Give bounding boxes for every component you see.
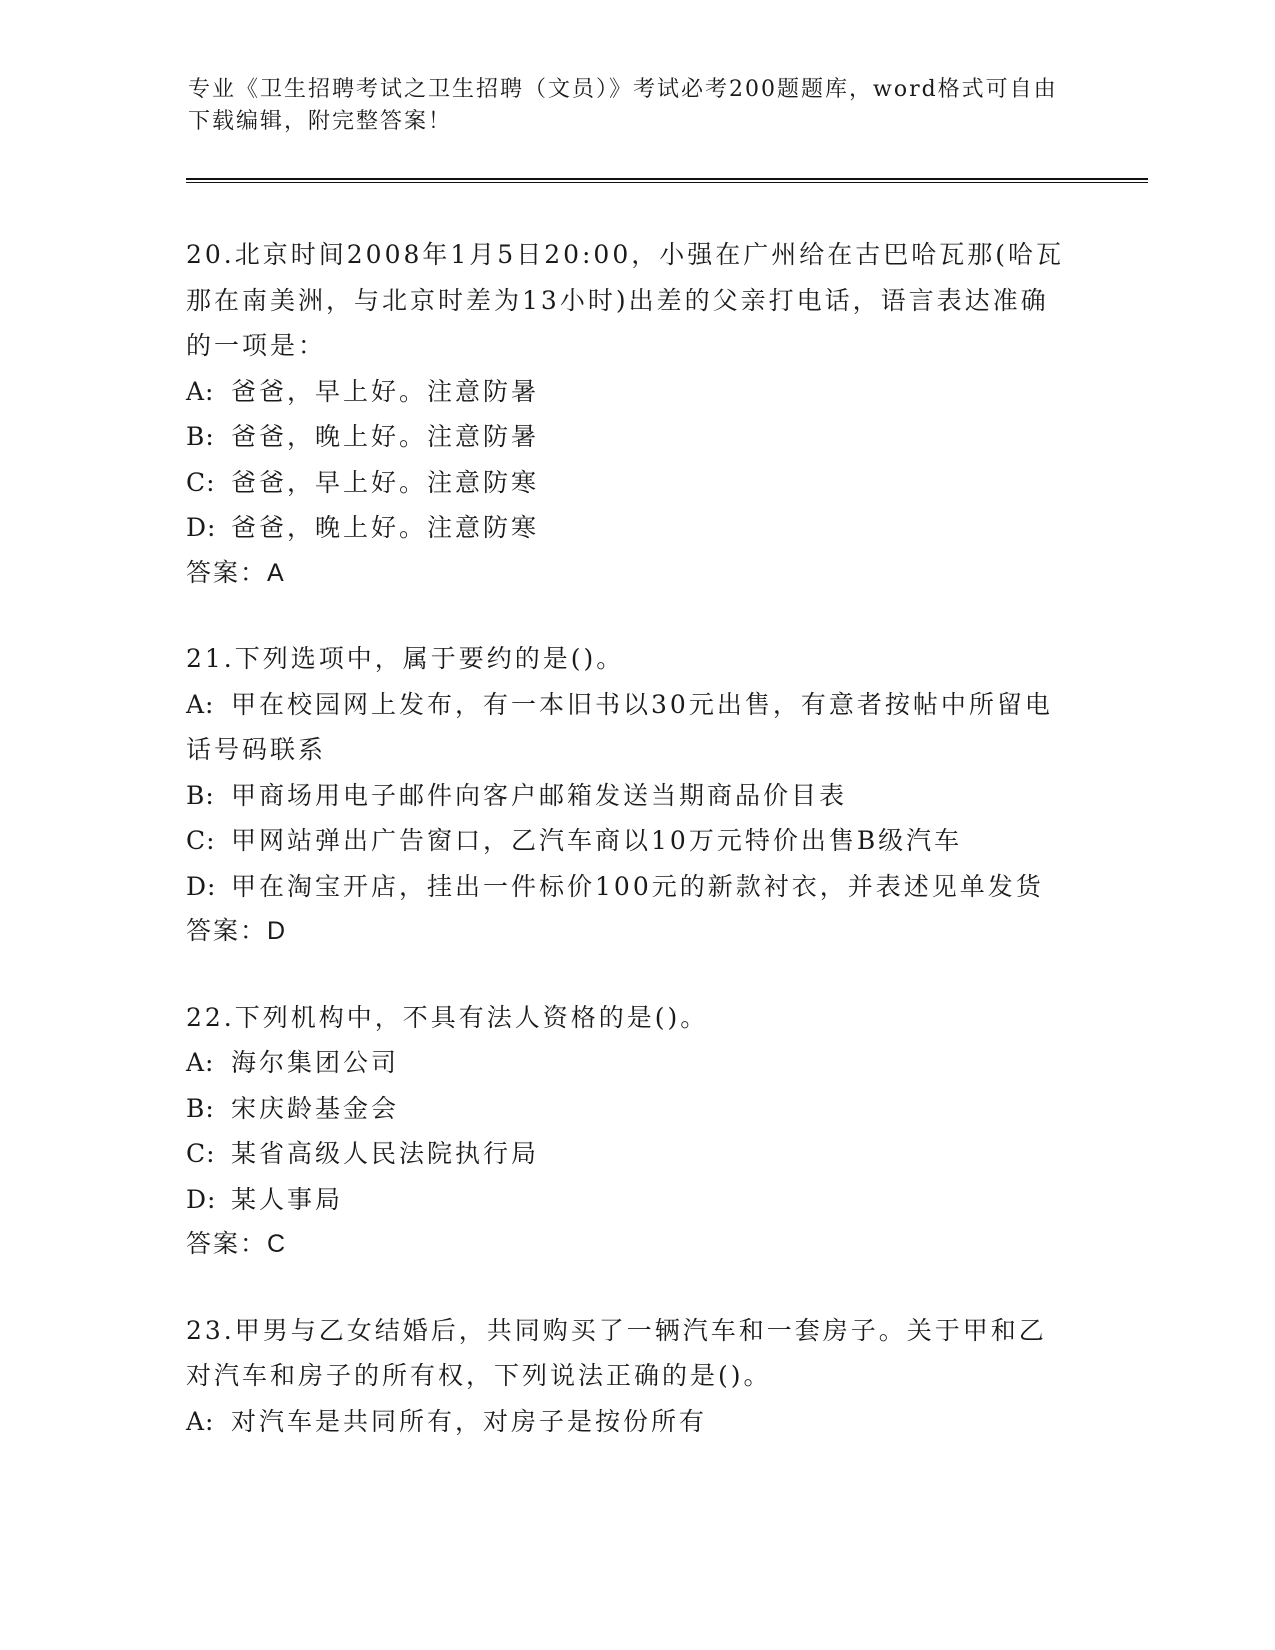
option-letter: C: <box>186 467 216 497</box>
question-23 <box>186 1308 1086 1445</box>
option-d <box>186 864 1086 910</box>
option-a <box>186 1399 1086 1445</box>
document-header: 专业《卫生招聘考试之卫生招聘（文员）》考试必考200题题库，word格式可自由下载编辑，附完整答案！ <box>188 77 1058 134</box>
header-divider <box>186 178 1148 183</box>
option-letter: D: <box>186 871 217 901</box>
option-c <box>186 460 1086 506</box>
question-21 <box>186 636 1086 955</box>
option-text: 某人事局 <box>231 1184 344 1214</box>
option-d <box>186 1177 1086 1223</box>
question-list <box>186 232 1086 1484</box>
answer-line: 答案：D <box>186 917 288 945</box>
question-22 <box>186 995 1086 1268</box>
option-a <box>186 369 1086 415</box>
answer-line: 答案：A <box>186 558 286 587</box>
option-letter: B: <box>186 1093 215 1123</box>
option-d <box>186 505 1086 551</box>
question-stem: 22.下列机构中，不具有法人资格的是()。 <box>186 1002 709 1032</box>
option-text: 爸爸，早上好。注意防暑 <box>231 376 540 406</box>
option-text: 宋庆龄基金会 <box>231 1093 400 1123</box>
option-letter: D: <box>186 513 217 542</box>
option-letter: A: <box>186 1048 215 1077</box>
option-text: 爸爸，晚上好。注意防暑 <box>231 422 540 451</box>
question-20 <box>186 232 1086 596</box>
option-letter: A: <box>186 689 215 719</box>
option-letter: B: <box>186 780 215 810</box>
option-text: 某省高级人民法院执行局 <box>231 1139 540 1168</box>
option-b <box>186 1086 1086 1132</box>
answer-line: 答案：C <box>186 1230 288 1258</box>
option-text: 对汽车是共同所有，对房子是按份所有 <box>231 1406 708 1436</box>
option-text: 甲在校园网上发布，有一本旧书以30元出售，有意者按帖中所留电话号码联系 <box>186 689 1053 764</box>
option-a <box>186 682 1066 773</box>
question-stem: 20.北京时间2008年1月5日20:00，小强在广州给在古巴哈瓦那(哈瓦那在南美洲，与北京时差为13小时)出差的父亲打电话，语言表达准确的一项是： <box>186 240 1064 360</box>
option-c <box>186 818 1086 864</box>
option-text: 爸爸，早上好。注意防寒 <box>231 467 540 497</box>
option-letter: B: <box>186 422 215 451</box>
option-text: 爸爸，晚上好。注意防寒 <box>231 513 540 542</box>
question-stem: 21.下列选项中，属于要约的是()。 <box>186 644 625 673</box>
option-letter: A: <box>186 376 215 406</box>
option-letter: D: <box>186 1184 217 1214</box>
option-text: 甲在淘宝开店，挂出一件标价100元的新款衬衣，并表述见单发货 <box>231 871 1044 901</box>
option-letter: C: <box>186 826 216 855</box>
question-stem: 23.甲男与乙女结婚后，共同购买了一辆汽车和一套房子。关于甲和乙对汽车和房子的所有权，下列说法正确的是()。 <box>186 1315 1047 1390</box>
option-text: 甲商场用电子邮件向客户邮箱发送当期商品价目表 <box>231 780 848 810</box>
option-letter: A: <box>186 1406 215 1436</box>
option-a <box>186 1040 1086 1086</box>
option-b <box>186 414 1086 460</box>
option-letter: C: <box>186 1139 216 1168</box>
option-text: 海尔集团公司 <box>231 1048 400 1077</box>
option-b <box>186 773 1086 819</box>
option-c <box>186 1131 1086 1177</box>
option-text: 甲网站弹出广告窗口，乙汽车商以10万元特价出售B级汽车 <box>231 826 963 855</box>
